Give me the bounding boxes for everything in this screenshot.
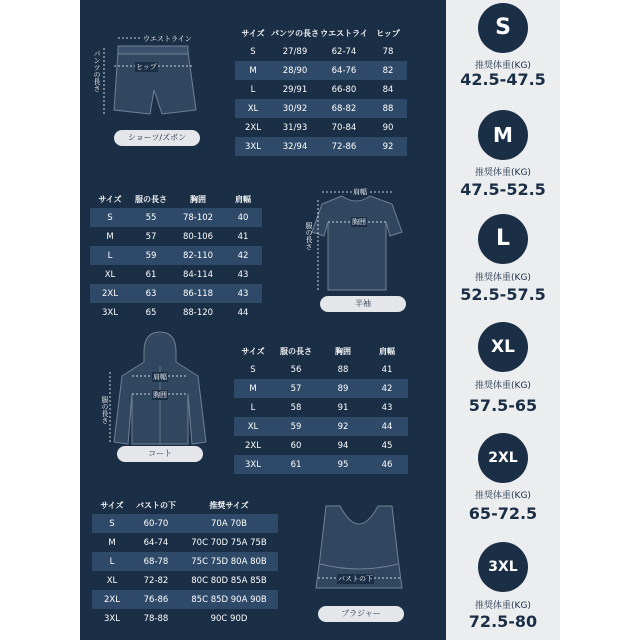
table-row xyxy=(92,533,278,552)
table-row xyxy=(90,227,262,246)
cell: 86-118 xyxy=(172,284,224,303)
tshirt-header: サイズ xyxy=(98,194,122,204)
tshirt-header: 服の長さ xyxy=(135,194,167,204)
table-row xyxy=(90,303,262,322)
table-row xyxy=(235,118,407,137)
weight-label: 推奨体重(KG) xyxy=(475,273,531,283)
cell: 78 xyxy=(382,46,394,57)
cell: 82 xyxy=(369,61,407,80)
cell: 3XL xyxy=(104,613,120,624)
tshirt-length-label: 服の長さ xyxy=(305,222,313,250)
weight-range-s: 42.5-47.5 xyxy=(460,70,546,89)
coat-header-row xyxy=(234,342,408,360)
tshirt-table xyxy=(90,190,262,322)
cell: 72-82 xyxy=(143,575,169,586)
cell: 41 xyxy=(381,364,393,375)
cell: 32/94 xyxy=(271,137,319,156)
coat-header: サイズ xyxy=(241,346,265,356)
coat-shoulder-label: 肩幅 xyxy=(153,373,167,381)
cell: 59 xyxy=(130,246,172,265)
weight-range-xl: 57.5-65 xyxy=(468,396,538,415)
cell: 66-80 xyxy=(331,84,357,95)
cell: 3XL xyxy=(234,455,272,474)
cell: 80-106 xyxy=(182,231,214,242)
tshirt-header: 肩幅 xyxy=(235,194,251,204)
table-row xyxy=(92,514,278,533)
table-row xyxy=(234,398,408,417)
cell: 46 xyxy=(366,455,408,474)
size-circle-2xl: 2XL xyxy=(478,433,528,483)
weight-range-m: 47.5-52.5 xyxy=(460,180,546,199)
cell: 2XL xyxy=(245,122,261,133)
cell: 72-86 xyxy=(319,137,369,156)
cell: XL xyxy=(104,269,116,280)
cell: 44 xyxy=(366,417,408,436)
cell: 84-114 xyxy=(182,269,214,280)
cell: 31/93 xyxy=(282,122,308,133)
cell: S xyxy=(92,514,132,533)
cell: 29/91 xyxy=(282,84,308,95)
bra-header: 推奨サイズ xyxy=(209,500,249,510)
cell: 41 xyxy=(237,231,249,242)
cell: L xyxy=(250,84,256,95)
cell: 3XL xyxy=(235,137,271,156)
cell: M xyxy=(235,61,271,80)
tshirt-label-tag: 半袖 xyxy=(320,296,406,312)
cell: 80C 80D 85A 85B xyxy=(191,575,267,586)
cell: 58 xyxy=(290,402,302,413)
cell: XL xyxy=(234,417,272,436)
table-row xyxy=(235,99,407,118)
table-row xyxy=(92,552,278,571)
cell: XL xyxy=(106,575,118,586)
cell: 89 xyxy=(320,379,366,398)
cell: 88 xyxy=(369,99,407,118)
bra-table xyxy=(92,496,278,628)
cell: 75C 75D 80A 80B xyxy=(180,552,278,571)
coat-header: 胸囲 xyxy=(335,346,351,356)
weight-label: 推奨体重(KG) xyxy=(475,601,531,611)
coat-label-tag: コート xyxy=(117,446,203,462)
table-row xyxy=(235,61,407,80)
cell: 56 xyxy=(290,364,302,375)
weight-range-3xl: 72.5-80 xyxy=(468,612,538,631)
cell: 61 xyxy=(145,269,157,280)
cell: XL xyxy=(235,99,271,118)
cell: L xyxy=(250,402,256,413)
tshirt-header: 胸囲 xyxy=(190,194,206,204)
pants-header: ウエストライ xyxy=(320,28,368,38)
pants-length-label: パンツの長さ xyxy=(93,50,101,92)
bra-header: サイズ xyxy=(100,500,124,510)
table-row xyxy=(90,265,262,284)
pants-table xyxy=(235,24,407,156)
cell: 92 xyxy=(369,137,407,156)
cell: M xyxy=(108,537,116,548)
size-circle-s: S xyxy=(478,3,528,53)
cell: 3XL xyxy=(102,307,118,318)
table-row xyxy=(90,208,262,227)
cell: 64-76 xyxy=(319,61,369,80)
cell: 43 xyxy=(224,284,262,303)
cell: 90 xyxy=(382,122,394,133)
cell: 78-88 xyxy=(143,613,169,624)
size-circle-m: M xyxy=(478,110,528,160)
coat-table xyxy=(234,342,408,474)
cell: 43 xyxy=(237,269,249,280)
table-row xyxy=(92,571,278,590)
bra-header-row xyxy=(92,496,278,514)
cell: 2XL xyxy=(92,590,132,609)
tshirt-header-row xyxy=(90,190,262,208)
coat-length-label: 服の長さ xyxy=(101,396,109,424)
cell: 42 xyxy=(366,379,408,398)
cell: 85C 85D 90A 90B xyxy=(180,590,278,609)
pants-header-row xyxy=(235,24,407,42)
cell: 84 xyxy=(382,84,394,95)
tshirt-illustration xyxy=(312,186,412,296)
cell: 59 xyxy=(272,417,320,436)
pants-hip-label: ヒップ xyxy=(136,63,157,71)
bra-label-tag: ブラジャー xyxy=(318,606,404,622)
cell: 63 xyxy=(130,284,172,303)
weight-range-l: 52.5-57.5 xyxy=(460,285,546,304)
cell: M xyxy=(106,231,114,242)
cell: 2XL xyxy=(90,284,130,303)
cell: L xyxy=(92,552,132,571)
cell: 70C 70D 75A 75B xyxy=(191,537,267,548)
cell: 68-78 xyxy=(132,552,180,571)
cell: 57 xyxy=(272,379,320,398)
cell: 43 xyxy=(381,402,393,413)
table-row xyxy=(90,246,262,265)
weight-label: 推奨体重(KG) xyxy=(475,491,531,501)
cell: 88-120 xyxy=(182,307,214,318)
pants-header: サイズ xyxy=(241,28,265,38)
pants-waist-label: ウエストライン xyxy=(143,35,192,43)
cell: 90C 90D xyxy=(210,613,248,624)
cell: 82-110 xyxy=(172,246,224,265)
weight-label: 推奨体重(KG) xyxy=(475,168,531,178)
cell: 62-74 xyxy=(331,46,357,57)
table-row xyxy=(234,436,408,455)
table-row xyxy=(234,455,408,474)
table-row xyxy=(92,590,278,609)
cell: 91 xyxy=(337,402,349,413)
table-row xyxy=(235,42,407,61)
size-circle-3xl: 3XL xyxy=(478,542,528,592)
coat-header: 服の長さ xyxy=(280,346,312,356)
cell: M xyxy=(234,379,272,398)
cell: 64-74 xyxy=(143,537,169,548)
cell: 45 xyxy=(381,440,393,451)
cell: S xyxy=(250,46,256,57)
cell: 30/92 xyxy=(271,99,319,118)
cell: 78-102 xyxy=(172,208,224,227)
cell: 92 xyxy=(320,417,366,436)
cell: 70-84 xyxy=(331,122,357,133)
table-row xyxy=(90,284,262,303)
coat-chest-label: 胸囲 xyxy=(153,391,167,399)
pants-illustration xyxy=(100,30,210,130)
bra-underbust-label: バストの下 xyxy=(338,575,373,583)
table-row xyxy=(234,417,408,436)
cell: 28/90 xyxy=(271,61,319,80)
cell: 2XL xyxy=(245,440,261,451)
pants-header: パンツの長さ xyxy=(271,28,319,38)
table-row xyxy=(92,609,278,628)
tshirt-chest-label: 胸囲 xyxy=(352,218,366,226)
cell: 42 xyxy=(224,246,262,265)
cell: L xyxy=(90,246,130,265)
cell: 95 xyxy=(320,455,366,474)
cell: 88 xyxy=(337,364,349,375)
coat-header: 肩幅 xyxy=(379,346,395,356)
cell: S xyxy=(90,208,130,227)
cell: 44 xyxy=(237,307,249,318)
cell: 40 xyxy=(224,208,262,227)
tshirt-shoulder-label: 肩幅 xyxy=(353,188,367,196)
cell: 61 xyxy=(272,455,320,474)
table-row xyxy=(235,80,407,99)
weight-label: 推奨体重(KG) xyxy=(475,381,531,391)
pants-label-tag: ショーツ/ズボン xyxy=(114,130,200,146)
cell: 60 xyxy=(290,440,302,451)
cell: S xyxy=(250,364,256,375)
table-row xyxy=(234,360,408,379)
table-row xyxy=(235,137,407,156)
weight-label: 推奨体重(KG) xyxy=(475,61,531,71)
size-circle-l: L xyxy=(478,214,528,264)
weight-range-2xl: 65-72.5 xyxy=(468,504,538,523)
bra-header: バストの下 xyxy=(136,500,176,510)
cell: 27/89 xyxy=(282,46,308,57)
size-circle-xl: XL xyxy=(478,322,528,372)
cell: 65 xyxy=(145,307,157,318)
cell: 60-70 xyxy=(132,514,180,533)
cell: 55 xyxy=(130,208,172,227)
cell: 94 xyxy=(337,440,349,451)
cell: 57 xyxy=(145,231,157,242)
cell: 70A 70B xyxy=(180,514,278,533)
pants-header: ヒップ xyxy=(376,28,400,38)
table-row xyxy=(234,379,408,398)
cell: 68-82 xyxy=(319,99,369,118)
cell: 76-86 xyxy=(132,590,180,609)
